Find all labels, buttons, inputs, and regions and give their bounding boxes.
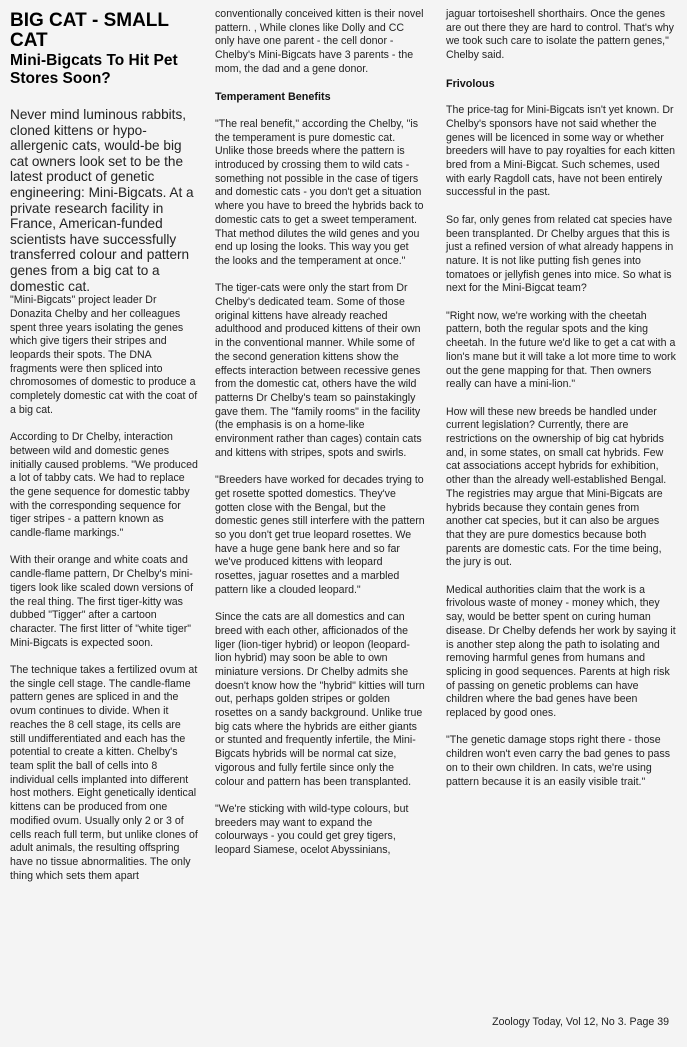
paragraph: The tiger-cats were only the start from Dr Chelby's dedicated team. Some of those original kittens have already reached adulthood and produced kittens of their own in the conventional manner. While some of the second generation kittens show the effects interaction between recessive genes from the domestic cat, others have the wild patterns Dr Chelby's team so painstakingly gave them. The "family rooms" in the facility (the emphasis is on a home-like environment rather than cages) contain cats and kittens with stripes, spots and swirls. (215, 282, 422, 459)
paragraph: jaguar tortoiseshell shorthairs. Once the genes are out there they are hard to control. That's why we took such care to isolate the pattern genes," Chelby said. (446, 8, 674, 62)
paragraph: The technique takes a fertilized ovum at the single cell stage. The candle-flame pattern genes are spliced in and the ovum continues to divide. When it reaches the 8 cell stage, its cells are still undifferentiated and each has the potential to create a kitten. Chelby's team split the ball of cells into 8 individual cells implanted into different host mothers. Eight genetically identical kittens can be produced from one modified ovum. Usually only 2 or 3 of cells reach full term, but unlike clones of adult animals, the resulting offspring have no tissue abnormalities. The only thing which sets them apart (10, 664, 198, 882)
paragraph: According to Dr Chelby, interaction between wild and domestic genes initially caused problems. "We produced a lot of tabby cats. We had to replace the gene sequence for domestic tabby with the corresponding sequence for tiger stripes - a pattern known as candle-flame markings." (10, 431, 198, 540)
section-heading-temperament: Temperament Benefits (215, 91, 331, 104)
column-3 (446, 0, 678, 803)
paragraph: "Right now, we're working with the cheetah pattern, both the regular spots and the king cheetah. In the future we'd like to get a cat with a lion's mane but it will take a lot more time to work out the gene mapping for that. Then owners really can have a mini-lion." (446, 309, 676, 391)
paragraph: So far, only genes from related cat species have been transplanted. Dr Chelby argues that this is just a refined version of what already happens in nature. It is not like putting fish genes into tomatoes or jellyfish genes into mice. So what is next for the Mini-Bigcat team? (446, 213, 674, 295)
paragraph: With their orange and white coats and candle-flame pattern, Dr Chelby's mini-tigers look like scaled down versions of the real thing. The first tiger-kitty was dubbed "Tigger" after a cartoon character. The first litter of "white tiger" Mini-Bigcats is expected soon. (10, 554, 194, 649)
page-footer-citation: Zoology Today, Vol 12, No 3. Page 39 (492, 1016, 669, 1028)
paragraph: Since the cats are all domestics and can breed with each other, afficionados of the liger (lion-tiger hybrid) or leopon (leopard-lion hybrid) may soon be able to own miniature versions. Dr Chelby admits she doesn't know how the "hybrid" kitties will turn out, perhaps golden stripes or golden rosettes on a sandy background. Unlike true big cats where the hybrids are either giants or stunted and frequently infertile, the Mini-Bigcats hybrids will be normal cat size, vigorous and fully fertile since only the colour and pattern has been transplanted. (215, 611, 425, 788)
paragraph: conventionally conceived kitten is their novel pattern. , While clones like Dolly and CC only have one parent - the cell donor - Chelby's Mini-Bigcats have 3 parents - the mom, the dad and a gene donor. (215, 8, 424, 75)
article-title: BIG CAT - SMALL CAT (10, 10, 169, 51)
paragraph: "Breeders have worked for decades trying to get rosette spotted domestics. They've gotten close with the Bengal, but the domestic genes still interfere with the pattern so you don't get true leopard rosettes. We have a huge gene bank here and so far we've produced kittens with leopard rosettes, jaguar rosettes and a marbled pattern like a clouded leopard." (215, 474, 425, 596)
paragraph: "We're sticking with wild-type colours, but breeders may want to expand the colourways - you could get grey tigers, leopard Siamese, ocelot Abyssinians, (215, 802, 409, 857)
paragraph: The price-tag for Mini-Bigcats isn't yet known. Dr Chelby's sponsors have not said whether the genes will be licenced in some way or whether breeders will have to pay royalties for each kitten bred from a Mini-Bigcat. Such schemes, used with early Ragdoll cats, have not been entirely successful in the past. (446, 104, 676, 199)
lead-paragraph: Never mind luminous rabbits, cloned kittens or hypo-allergenic cats, would-be big cat owners look set to be the latest product of genetic engineering: Mini-Bigcats. At a private research facility in France, American-funded scientists have successfully transferred colour and pattern genes from a big cat to a domestic cat. (10, 107, 194, 294)
paragraph: "Mini-Bigcats" project leader Dr Donazita Chelby and her colleagues spent three years isolating the genes which give tigers their stripes and leopards their spots. The DNA fragments were then spliced into chromosomes of domestic to produce a completely domestic cat with the coat of a big cat. (10, 294, 198, 416)
article-subtitle: Mini-Bigcats To Hit Pet Stores Soon? (10, 52, 178, 87)
paragraph: How will these new breeds be handled under current legislation? Currently, there are restrictions on the ownership of big cat hybrids and, in some states, on small cat hybrids. Few cat associations accept hybrids for exhibition, other than the already well-established Bengal. The registries may argue that Mini-Bigcats are hybrids because they contain genes from another cat species, but it can also be argues that they are pure domestics because both parents are domestic cats. For the time being, the jury is out. (446, 405, 667, 569)
column-2 (215, 0, 425, 871)
column-1 (10, 0, 198, 897)
section-heading-frivolous: Frivolous (446, 77, 495, 90)
paragraph: "The real benefit," according the Chelby, "is the temperament is pure domestic cat. Unlike those breeds where the pattern is introduced by crossing them to wild cats - something not possible in the case of tigers and domestic cats - you don't get a situation where you have to breed the hybrids back to domestic cats to get a sweet temperament. That method dilutes the wild genes and you end up losing the looks. This way you get the looks and the temperament at once." (215, 117, 424, 267)
paragraph: "The genetic damage stops right there - those children won't even carry the bad genes to pass on to their own children. In cats, we're using pattern because it is an easily visible trait." (446, 734, 671, 788)
paragraph: Medical authorities claim that the work is a frivolous waste of money - money which, they say, would be better spent on curing human disease. Dr Chelby defends her work by saying it is another step along the path to isolating and removing harmful genes from humans and splicing in good sequences. Parents at high risk of passing on genetic problems can have children where the bad genes have been replaced by good ones. (446, 583, 676, 720)
